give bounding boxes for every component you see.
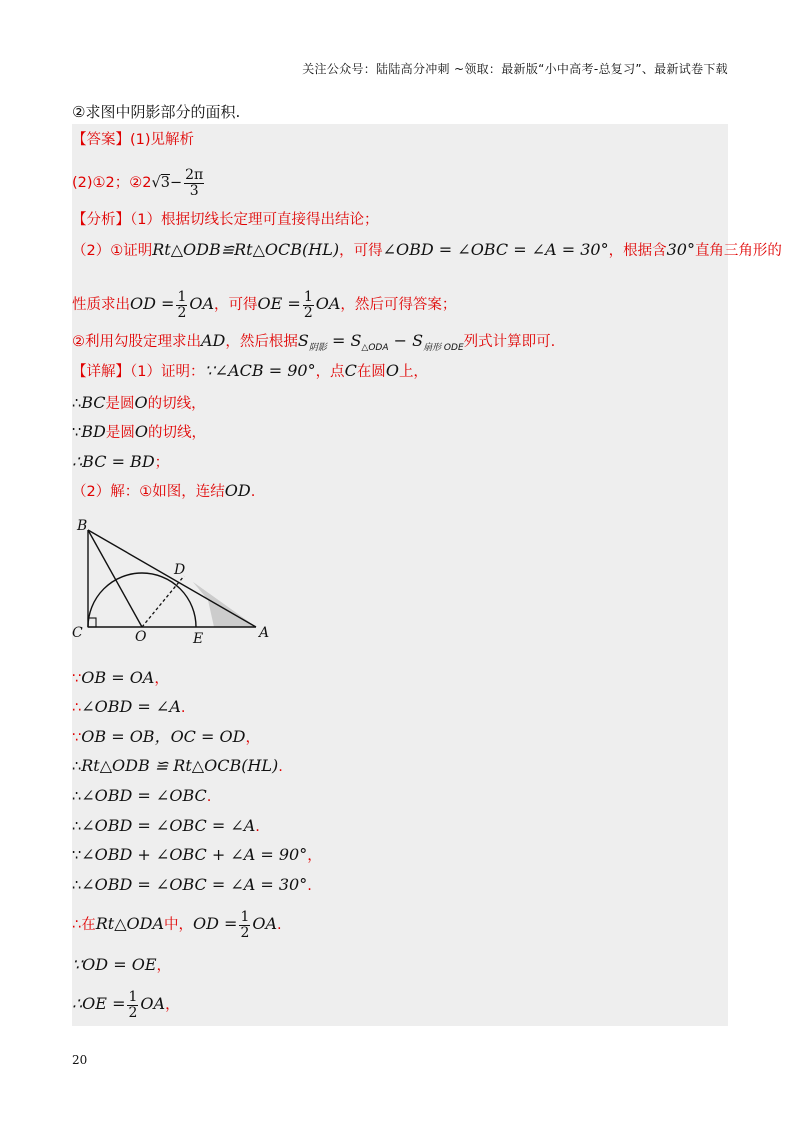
proof-line-1: ∵OB = OA， [72,668,169,687]
label-d: D [174,562,186,578]
analysis-line-2: （2）①证明Rt△ODB≌Rt△OCB(HL)，可得∠OBD = ∠OBC = ∠A = 30°，根据含30°直角三角形的 [72,240,782,259]
proof-line-3: ∵OB = OB，OC = OD， [72,727,260,746]
semicircle [88,573,196,627]
analysis-label: 【分析】 [72,212,130,228]
label-c: C [72,625,83,641]
shaded-region-arc [193,582,256,627]
proof-line-6: ∴∠OBD = ∠OBC = ∠A. [72,816,260,835]
proof-line-5: ∴∠OBD = ∠OBC. [72,786,212,805]
detail-line-4: ∴BC = BD； [72,452,170,471]
proof-line-4: ∴Rt△ODB ≌ Rt△OCB(HL). [72,756,283,775]
proof-line-7: ∵∠OBD + ∠OBC + ∠A = 90°， [72,845,322,864]
question-part-2: ②求图中阴影部分的面积. [72,103,241,121]
label-o: O [135,629,147,645]
right-angle-mark [88,618,96,627]
detail-line-3: ∵BD是圆O的切线， [72,422,206,441]
detail-line-2: ∴BC是圆O的切线， [72,393,206,412]
answer-part2: (2)①2；②2√3− $\frac{2\pi}{3}$ [72,167,204,199]
final-line-2: ∵OD = OE， [72,955,171,974]
answer-part1: (1)见解析 [130,132,195,148]
answer-line [72,133,194,148]
answer-fraction: $\frac{2\pi}{3}$ [185,167,204,199]
geometry-figure [68,512,288,652]
detail-line-5: （2）解：①如图，连结OD. [72,481,256,500]
proof-line-2: ∴∠OBD = ∠A. [72,697,186,716]
detail-label: 【详解】 [72,364,130,380]
analysis-line-4: ②利用勾股定理求出AD，然后根据$S_{阴影} = S_{\triangle ODA} - S_{扇形 ODE}$列式计算即可. [72,331,556,353]
label-b: B [77,518,88,534]
analysis-line-1: 【分析】（1）根据切线长定理可直接得出结论； [72,212,379,228]
segment-bo [88,530,142,627]
page-header: 关注公众号：陆陆高分冲刺 ~领取：最新版“小中高考-总复习”、最新试卷下载 [302,62,728,76]
label-e: E [193,631,204,647]
answer-label: 【答案】 [72,132,130,148]
detail-line-1: 【详解】（1）证明：∵∠ACB = 90°，点C在圆O上， [72,361,428,380]
final-line-1: ∴在Rt△ODA中，OD = $\frac{1}{2}$ OA. [72,909,282,941]
segment-od [142,576,184,627]
segment-ba [88,530,256,627]
page-number: 20 [72,1053,88,1067]
label-a: A [259,625,270,641]
proof-line-8: ∴∠OBD = ∠OBC = ∠A = 30°. [72,875,312,894]
final-line-3: ∴OE = $\frac{1}{2}$ OA， [72,989,180,1021]
analysis-line-3: 性质求出OD = $\frac{1}{2}$ OA，可得OE = $\frac{1}{2}$ OA，然后可得答案； [72,289,457,321]
